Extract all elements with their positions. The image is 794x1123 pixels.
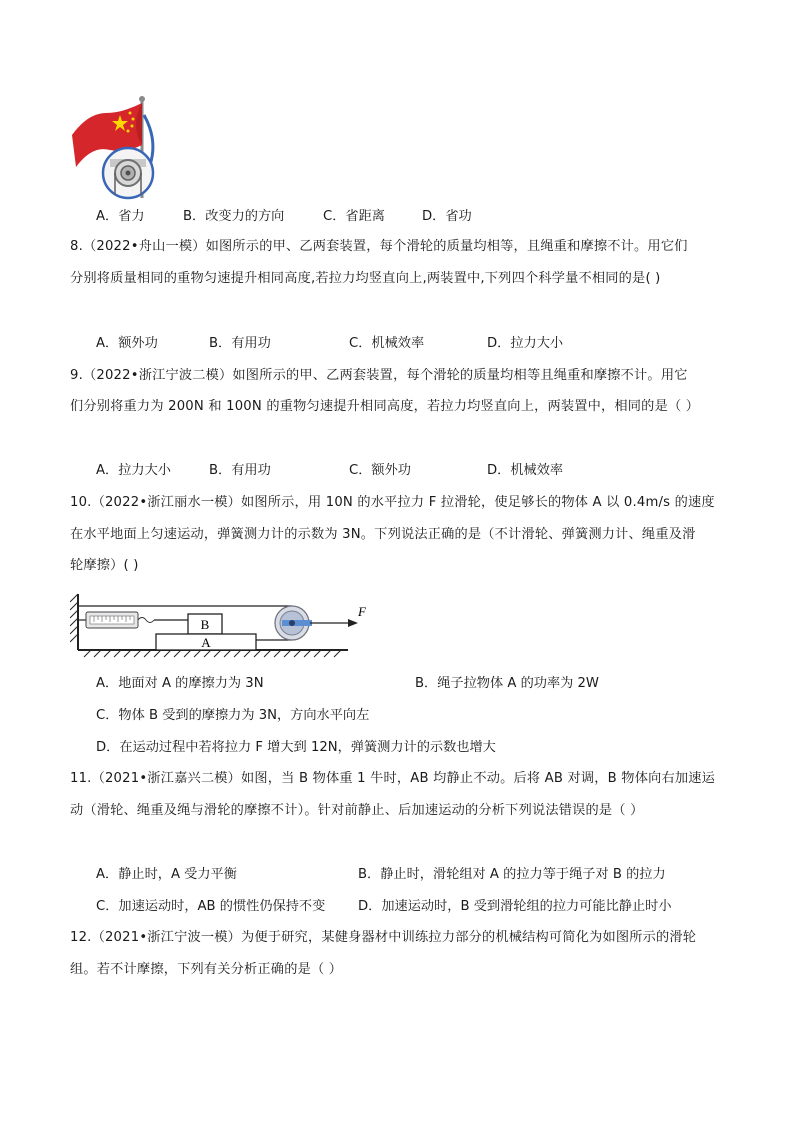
q11-option-b: B．静止时，滑轮组对 A 的拉力等于绳子对 B 的拉力	[358, 867, 666, 882]
q11-stem-line-1: 11.（2021•浙江嘉兴二模）如图，当 B 物体重 1 牛时，AB 均静止不动。后将 AB 对调，B 物体向右加速运	[70, 771, 716, 786]
q8-option-d: D．拉力大小	[487, 336, 564, 351]
flagpole-pulley-figure	[70, 95, 160, 200]
q10-label-b: B	[200, 617, 210, 632]
q10-stem-line-1: 10.（2022•浙江丽水一模）如图所示，用 10N 的水平拉力 F 拉滑轮，使足够长的物体 A 以 0.4m/s 的速度	[70, 495, 715, 510]
q7-option-b: B．改变力的方向	[183, 209, 285, 224]
q7-option-c: C．省距离	[323, 209, 385, 224]
q10-label-a: A	[201, 635, 211, 650]
q8-option-b: B．有用功	[209, 336, 271, 351]
q11-option-d: D．加速运动时，B 受到滑轮组的拉力可能比静止时小	[358, 899, 672, 914]
q9-option-c: C．额外功	[349, 463, 411, 478]
q9-stem-line-2: 们分别将重力为 200N 和 100N 的重物匀速提升相同高度，若拉力均竖直向上，两装置中，相同的是（ ）	[70, 399, 700, 414]
q10-option-d: D．在运动过程中若将拉力 F 增大到 12N，弹簧测力计的示数也增大	[96, 740, 496, 755]
q9-stem-line-1: 9.（2022•浙江宁波二模）如图所示的甲、乙两套装置，每个滑轮的质量均相等且绳重和摩擦不计。用它	[70, 368, 688, 383]
q9-option-d: D．机械效率	[487, 463, 564, 478]
q10-option-c: C．物体 B 受到的摩擦力为 3N，方向水平向左	[96, 708, 370, 723]
q8-stem-line-1: 8.（2022•舟山一模）如图所示的甲、乙两套装置，每个滑轮的质量均相等，且绳重和摩擦不计。用它们	[70, 239, 688, 254]
q10-option-a: A．地面对 A 的摩擦力为 3N	[96, 676, 264, 691]
q7-option-a: A．省力	[96, 209, 145, 224]
q12-stem-line-2: 组。若不计摩擦，下列有关分析正确的是（ ）	[70, 962, 343, 977]
q9-option-b: B．有用功	[209, 463, 271, 478]
q11-option-c: C．加速运动时，AB 的惯性仍保持不变	[96, 899, 326, 914]
q10-stem-line-3: 轮摩擦）( )	[70, 558, 139, 573]
q10-figure	[70, 590, 370, 660]
q10-label-f: F	[358, 604, 366, 619]
q7-option-d: D．省功	[422, 209, 472, 224]
q12-stem-line-1: 12.（2021•浙江宁波一模）为便于研究，某健身器材中训练拉力部分的机械结构可简化为如图所示的滑轮	[70, 930, 697, 945]
q8-option-c: C．机械效率	[349, 336, 425, 351]
q9-option-a: A．拉力大小	[96, 463, 171, 478]
q11-stem-line-2: 动（滑轮、绳重及绳与滑轮的摩擦不计）。针对前静止、后加速运动的分析下列说法错误的是（ ）	[70, 803, 644, 818]
q11-option-a: A．静止时，A 受力平衡	[96, 867, 237, 882]
q10-option-b: B．绳子拉物体 A 的功率为 2W	[415, 676, 599, 691]
q8-stem-line-2: 分别将质量相同的重物匀速提升相同高度,若拉力均竖直向上,两装置中,下列四个科学量不相同的是( )	[70, 271, 661, 286]
q10-stem-line-2: 在水平地面上匀速运动，弹簧测力计的示数为 3N。下列说法正确的是（不计滑轮、弹簧测力计、绳重及滑	[70, 527, 696, 542]
q8-option-a: A．额外功	[96, 336, 158, 351]
